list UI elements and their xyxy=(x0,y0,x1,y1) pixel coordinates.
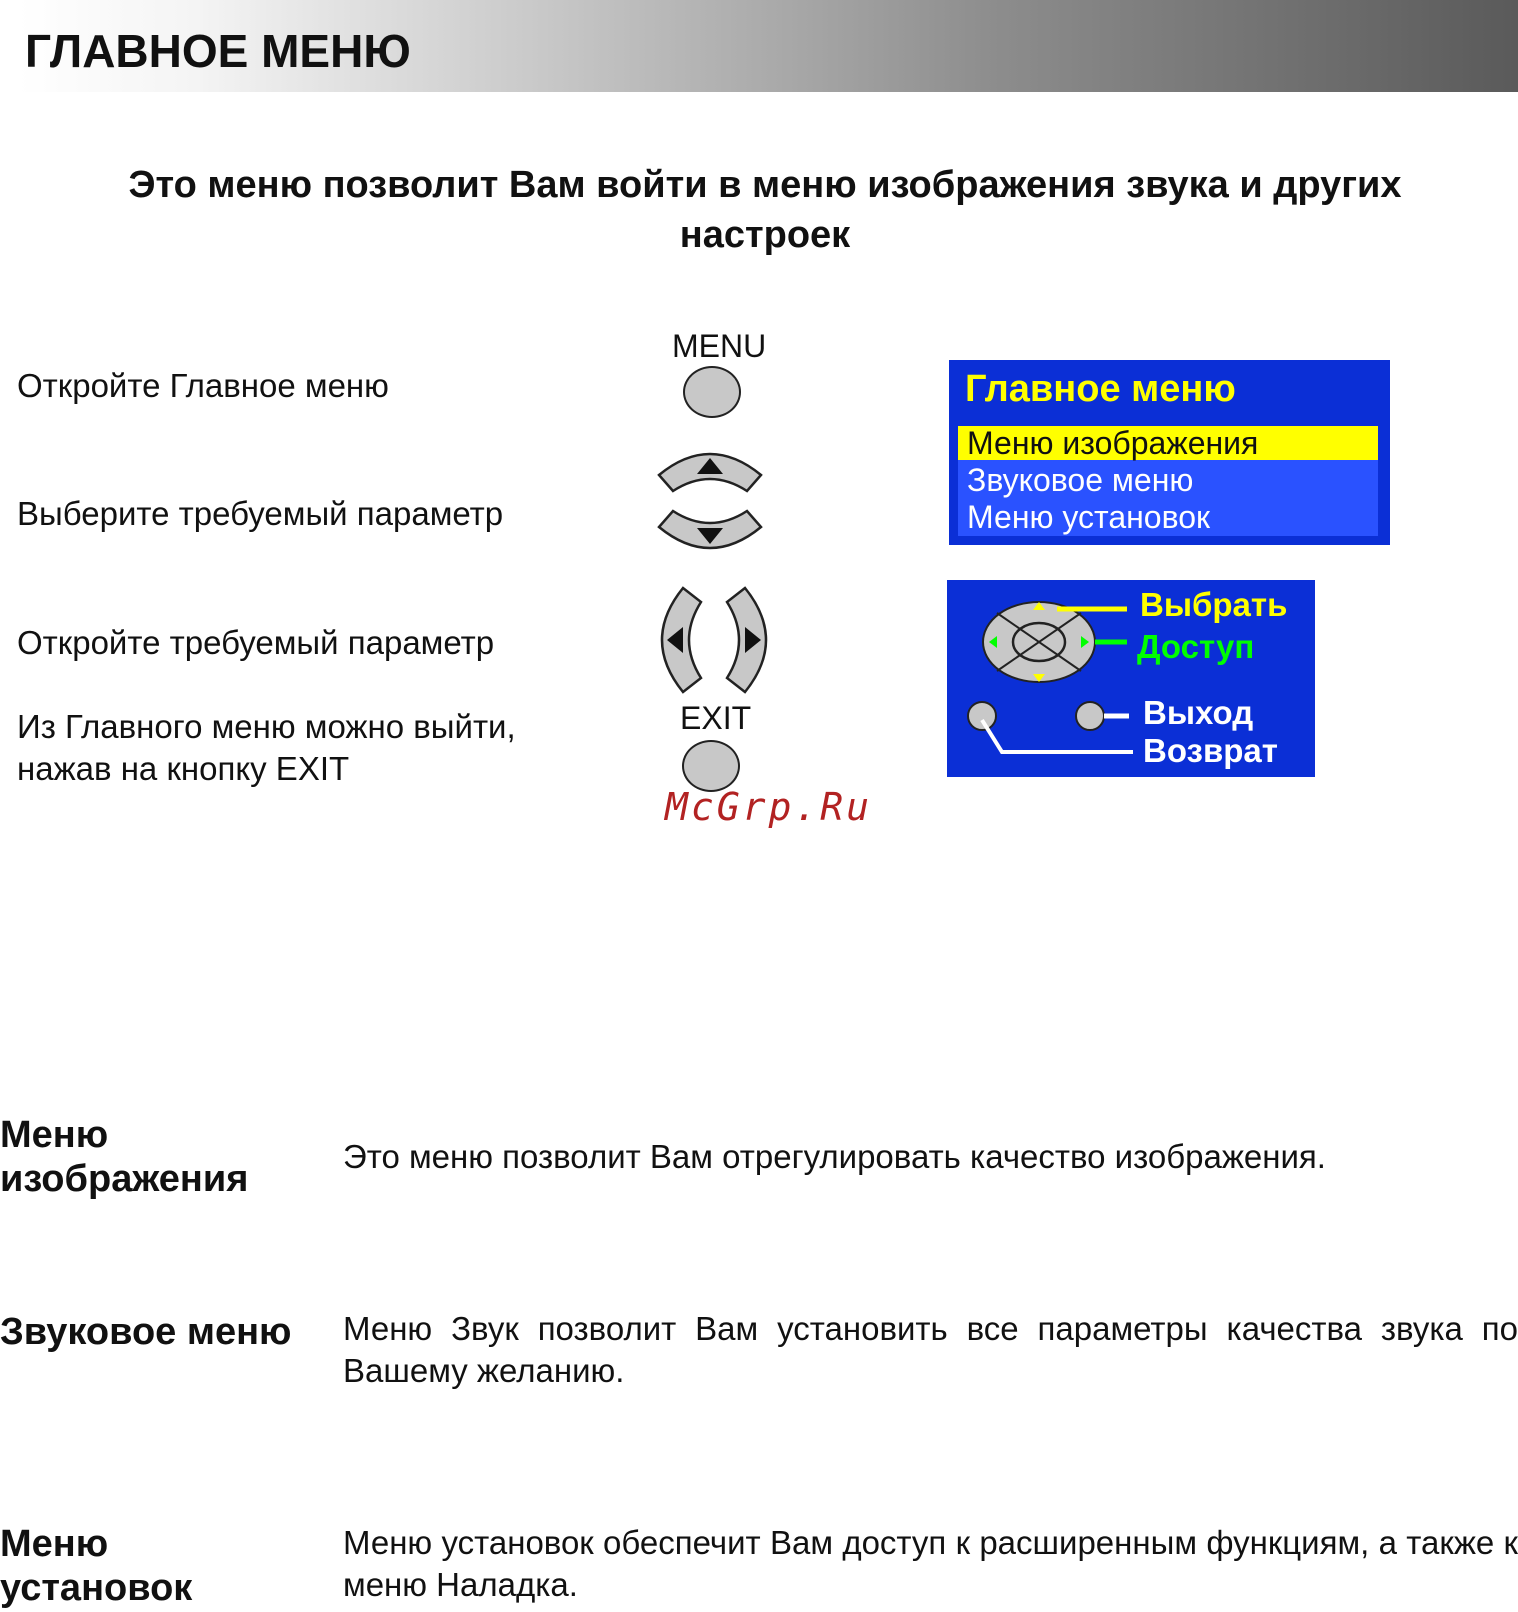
right-arrow-button[interactable] xyxy=(727,588,766,692)
section-title-sound: Звуковое меню xyxy=(0,1311,292,1353)
osd-help-panel xyxy=(947,580,1315,777)
left-right-buttons xyxy=(655,584,773,696)
page-title: ГЛАВНОЕ МЕНЮ xyxy=(25,25,411,77)
section-desc-picture: Это меню позволит Вам отрегулировать качество изображения. xyxy=(343,1138,1326,1175)
step-open-menu: Откройте Главное меню xyxy=(17,367,389,404)
osd-item-picture[interactable]: Меню изображения xyxy=(958,426,1378,460)
exit-button-label: EXIT xyxy=(680,700,752,736)
down-arrow-button[interactable] xyxy=(659,511,761,548)
osd-item-sound[interactable]: Звуковое меню xyxy=(967,462,1194,498)
step-select-param: Выберите требуемый параметр xyxy=(17,495,504,532)
help-back-label: Возврат xyxy=(1143,732,1278,769)
left-arrow-button[interactable] xyxy=(662,588,701,692)
step-open-param: Откройте требуемый параметр xyxy=(17,624,495,661)
up-down-buttons xyxy=(655,445,765,563)
menu-button[interactable] xyxy=(683,366,741,418)
intro-text: Это меню позволит Вам войти в меню изображения звука и других настроек xyxy=(128,164,1402,256)
step-exit-menu: Из Главного меню можно выйти, нажав на кнопку EXIT xyxy=(17,708,516,787)
section-desc-setup: Меню установок обеспечит Вам доступ к расширенным функциям, а также к меню Наладка. xyxy=(343,1524,1518,1603)
osd-menu-list xyxy=(958,426,1378,536)
up-arrow-button[interactable] xyxy=(659,454,761,491)
watermark: McGrp.Ru xyxy=(665,785,873,829)
menu-button-label: MENU xyxy=(672,328,767,364)
section-title-picture: Меню изображения xyxy=(0,1114,249,1200)
osd-main-menu xyxy=(949,360,1390,545)
osd-menu-title: Главное меню xyxy=(965,368,1236,410)
section-title-setup: Меню установок xyxy=(0,1523,193,1609)
help-select-label: Выбрать xyxy=(1140,586,1288,623)
section-desc-sound: Меню Звук позволит Вам установить все параметры качества звука по Вашему желанию. xyxy=(343,1310,1518,1389)
help-access-label: Доступ xyxy=(1137,628,1255,665)
osd-item-setup[interactable]: Меню установок xyxy=(967,499,1211,535)
help-exit-label: Выход xyxy=(1143,694,1254,731)
